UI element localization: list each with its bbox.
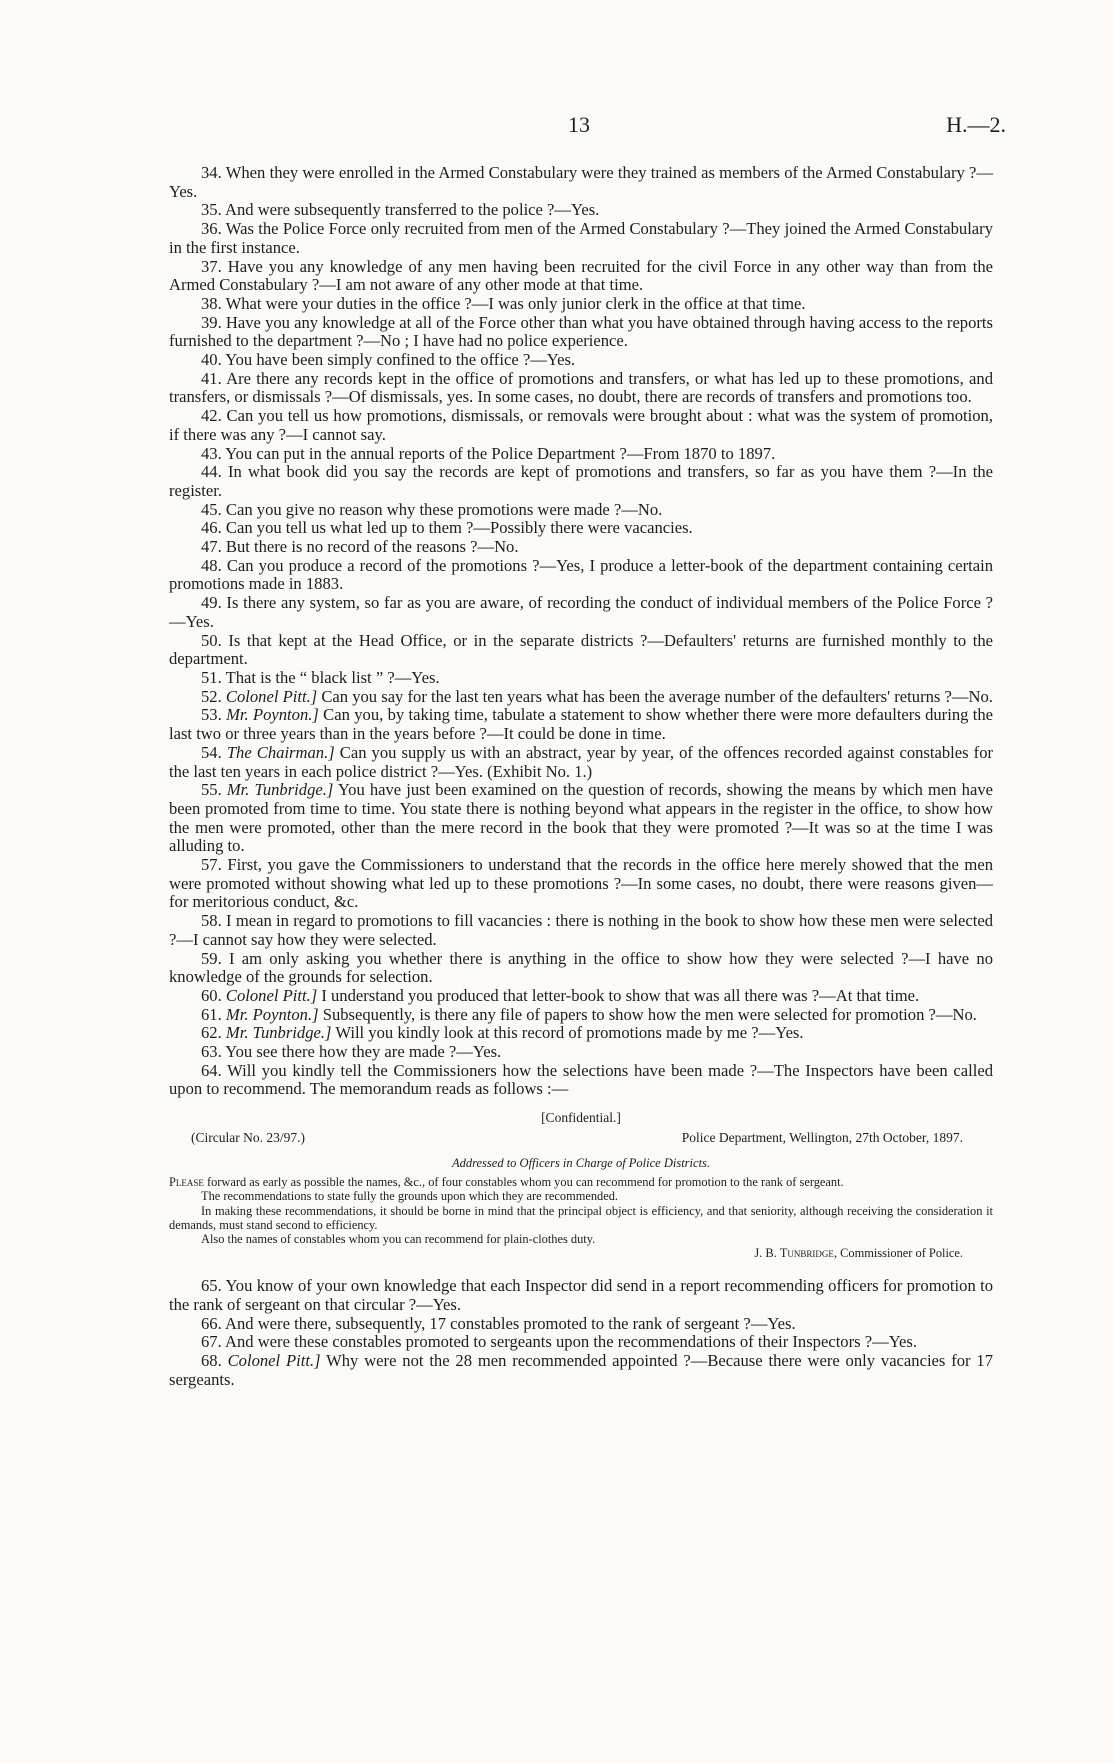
speaker-name: Mr. Tunbridge.] xyxy=(225,1023,332,1043)
confidential-label: [Confidential.] xyxy=(541,1110,621,1126)
question-paragraph: 41. Are there any records kept in the office of promotions and transfers, or what has led up to these promotions, and transfers, or dismissals ?—Of dismissals, yes. In some cases, no doubt, there are records of transfers and promotions too. xyxy=(169,368,993,407)
question-number: 54. xyxy=(201,742,222,762)
question-text: You have just been examined on the question of records, showing the means by which men have been promoted from time to time. You state there is nothing beyond what appears in the register in the office, to show how the men were promoted, other than the mere record in the book that they were promoted ?—It was so at the time I was alluding to. xyxy=(169,780,994,856)
question-paragraph: 35. And were subsequently transferred to the police ?—Yes. xyxy=(201,200,600,220)
question-paragraph: 40. You have been simply confined to the office ?—Yes. xyxy=(201,350,576,370)
question-paragraph xyxy=(169,781,993,856)
question-text: I understand you produced that letter-book to show that was all there was ?—At that time. xyxy=(317,985,920,1005)
circular-number: (Circular No. 23/97.) xyxy=(191,1130,305,1146)
question-paragraph: 49. Is there any system, so far as you are aware, of recording the conduct of individual members of the Police Force ?—Yes. xyxy=(169,593,993,631)
question-paragraph: 51. That is the “ black list ” ?—Yes. xyxy=(201,667,440,687)
question-paragraph xyxy=(169,1024,993,1043)
questions-section-b xyxy=(169,1277,993,1389)
question-paragraph: 45. Can you give no reason why these promotions were made ?—No. xyxy=(201,499,663,519)
question-number: 68. xyxy=(201,1350,222,1370)
question-paragraph: 64. Will you kindly tell the Commissioners how the selections have been made ?—The Inspectors have been called upon to recommend. The memorandum reads as follows :— xyxy=(169,1060,993,1099)
question-number: 61. xyxy=(201,1004,222,1024)
question-paragraph xyxy=(169,1006,993,1025)
question-text: Subsequently, is there any file of papers to show how the men were selected for promotion ?—No. xyxy=(318,1004,977,1024)
question-number: 52. xyxy=(201,686,222,706)
speaker-name: The Chairman.] xyxy=(226,742,335,762)
question-paragraph: 57. First, you gave the Commissioners to understand that the records in the office here merely showed that the men were promoted without showing what led up to these promotions ?—In some cases, no doubt, there were reasons given—for meritorious conduct, &c. xyxy=(169,855,993,912)
memo-signature xyxy=(169,1246,993,1261)
question-paragraph: 48. Can you produce a record of the promotions ?—Yes, I produce a letter-book of the department containing certain promotions made in 1883. xyxy=(169,555,993,594)
memo-paragraph: Also the names of constables whom you can recommend for plain-clothes duty. xyxy=(201,1231,596,1246)
question-paragraph: 42. Can you tell us how promotions, dismissals, or removals were brought about : what was the system of promotion, if there was any ?—I cannot say. xyxy=(169,406,993,444)
question-paragraph: 46. Can you tell us what led up to them ?—Possibly there were vacancies. xyxy=(201,518,693,538)
question-paragraph: 65. You know of your own knowledge that each Inspector did send in a report recommending officers for promotion to the rank of sergeant on that circular ?—Yes. xyxy=(169,1276,993,1314)
memorandum xyxy=(169,1109,993,1261)
question-paragraph xyxy=(169,1352,993,1389)
question-text: Can you, by taking time, tabulate a statement to show whether there were more defaulters during the last two or three years than in the years before ?—It could be done in time. xyxy=(169,705,993,744)
speaker-name: Mr. Poynton.] xyxy=(226,705,319,725)
question-paragraph: 38. What were your duties in the office ?—I was only junior clerk in the office at that time. xyxy=(201,293,806,313)
question-paragraph: 58. I mean in regard to promotions to fill vacancies : there is nothing in the book to show how these men were selected ?—I cannot say how they were selected. xyxy=(169,911,993,949)
question-paragraph: 34. When they were enrolled in the Armed Constabulary were they trained as members of the Armed Constabulary ?—Yes. xyxy=(169,163,993,201)
speaker-name: Colonel Pitt.] xyxy=(225,686,318,706)
page-number: 13 xyxy=(568,112,590,137)
question-paragraph: 43. You can put in the annual reports of the Police Department ?—From 1870 to 1897. xyxy=(201,443,776,463)
speaker-name: Colonel Pitt.] xyxy=(225,985,318,1005)
document-body xyxy=(169,164,993,1389)
question-number: 55. xyxy=(201,780,222,800)
memo-paragraph xyxy=(169,1175,993,1189)
question-paragraph: 36. Was the Police Force only recruited from men of the Armed Constabulary ?—They joined the Armed Constabulary in the first instance. xyxy=(169,219,993,257)
question-text: Why were not the 28 men recommended appointed ?—Because there were only vacancies for 17 sergeants. xyxy=(169,1350,994,1389)
memo-first-word: Please xyxy=(169,1175,204,1190)
signature-title: , Commissioner of Police. xyxy=(833,1246,963,1261)
speaker-name: Mr. Tunbridge.] xyxy=(226,780,334,800)
question-text: Can you supply us with an abstract, year by year, of the offences recorded against constables for the last ten years in each police district ?—Yes. (Exhibit No. 1.) xyxy=(169,742,994,781)
question-paragraph: 44. In what book did you say the records are kept of promotions and transfers, so far as you have them ?—In the register. xyxy=(169,462,993,500)
question-text: Will you kindly look at this record of promotions made by me ?—Yes. xyxy=(331,1023,804,1043)
memo-first-rest: forward as early as possible the names, &c., of four constables whom you can recommend for promotion to the rank of sergeant. xyxy=(203,1175,844,1190)
question-paragraph xyxy=(169,688,993,707)
signature-name: Tunbridge xyxy=(779,1246,834,1261)
question-number: 62. xyxy=(201,1023,222,1043)
question-paragraph: 59. I am only asking you whether there is anything in the office to show how they were selected ?—I have no knowledge of the grounds for selection. xyxy=(169,948,993,987)
question-paragraph: 39. Have you any knowledge at all of the Force other than what you have obtained through having access to the reports furnished to the department ?—No ; I have had no police experience. xyxy=(169,312,993,351)
question-paragraph: 66. And were there, subsequently, 17 constables promoted to the rank of sergeant ?—Yes. xyxy=(201,1313,796,1333)
memo-addressee: Addressed to Officers in Charge of Police Districts. xyxy=(451,1156,711,1171)
question-paragraph xyxy=(169,744,993,781)
question-paragraph xyxy=(169,706,993,743)
question-paragraph: 63. You see there how they are made ?—Yes. xyxy=(201,1042,502,1062)
question-number: 60. xyxy=(201,985,222,1005)
question-paragraph xyxy=(169,987,993,1006)
memo-paragraph: In making these recommendations, it should be borne in mind that the principal object is efficiency, and that seniority, although receiving the consideration it demands, must stand second to efficiency. xyxy=(169,1203,993,1232)
memo-paragraph: The recommendations to state fully the grounds upon which they are recommended. xyxy=(201,1189,619,1204)
document-code: H.—2. xyxy=(946,112,1006,137)
question-text: Can you say for the last ten years what has been the average number of the defaulters' returns ?—No. xyxy=(317,686,993,706)
memo-header xyxy=(169,1129,993,1147)
memo-place-date: Police Department, Wellington, 27th October, 1897. xyxy=(681,1130,963,1146)
speaker-name: Colonel Pitt.] xyxy=(227,1350,321,1370)
speaker-name: Mr. Poynton.] xyxy=(225,1004,319,1024)
question-number: 53. xyxy=(201,705,222,725)
question-paragraph: 37. Have you any knowledge of any men having been recruited for the civil Force in any other way than from the Armed Constabulary ?—I am not aware of any other mode at that time. xyxy=(169,256,993,295)
question-paragraph: 47. But there is no record of the reasons ?—No. xyxy=(201,537,519,557)
questions-section-a xyxy=(169,164,993,1099)
signature-initials: J. B. xyxy=(754,1246,780,1261)
question-paragraph: 50. Is that kept at the Head Office, or in the separate districts ?—Defaulters' returns are furnished monthly to the department. xyxy=(169,630,993,669)
question-paragraph: 67. And were these constables promoted to sergeants upon the recommendations of their Inspectors ?—Yes. xyxy=(201,1332,917,1352)
